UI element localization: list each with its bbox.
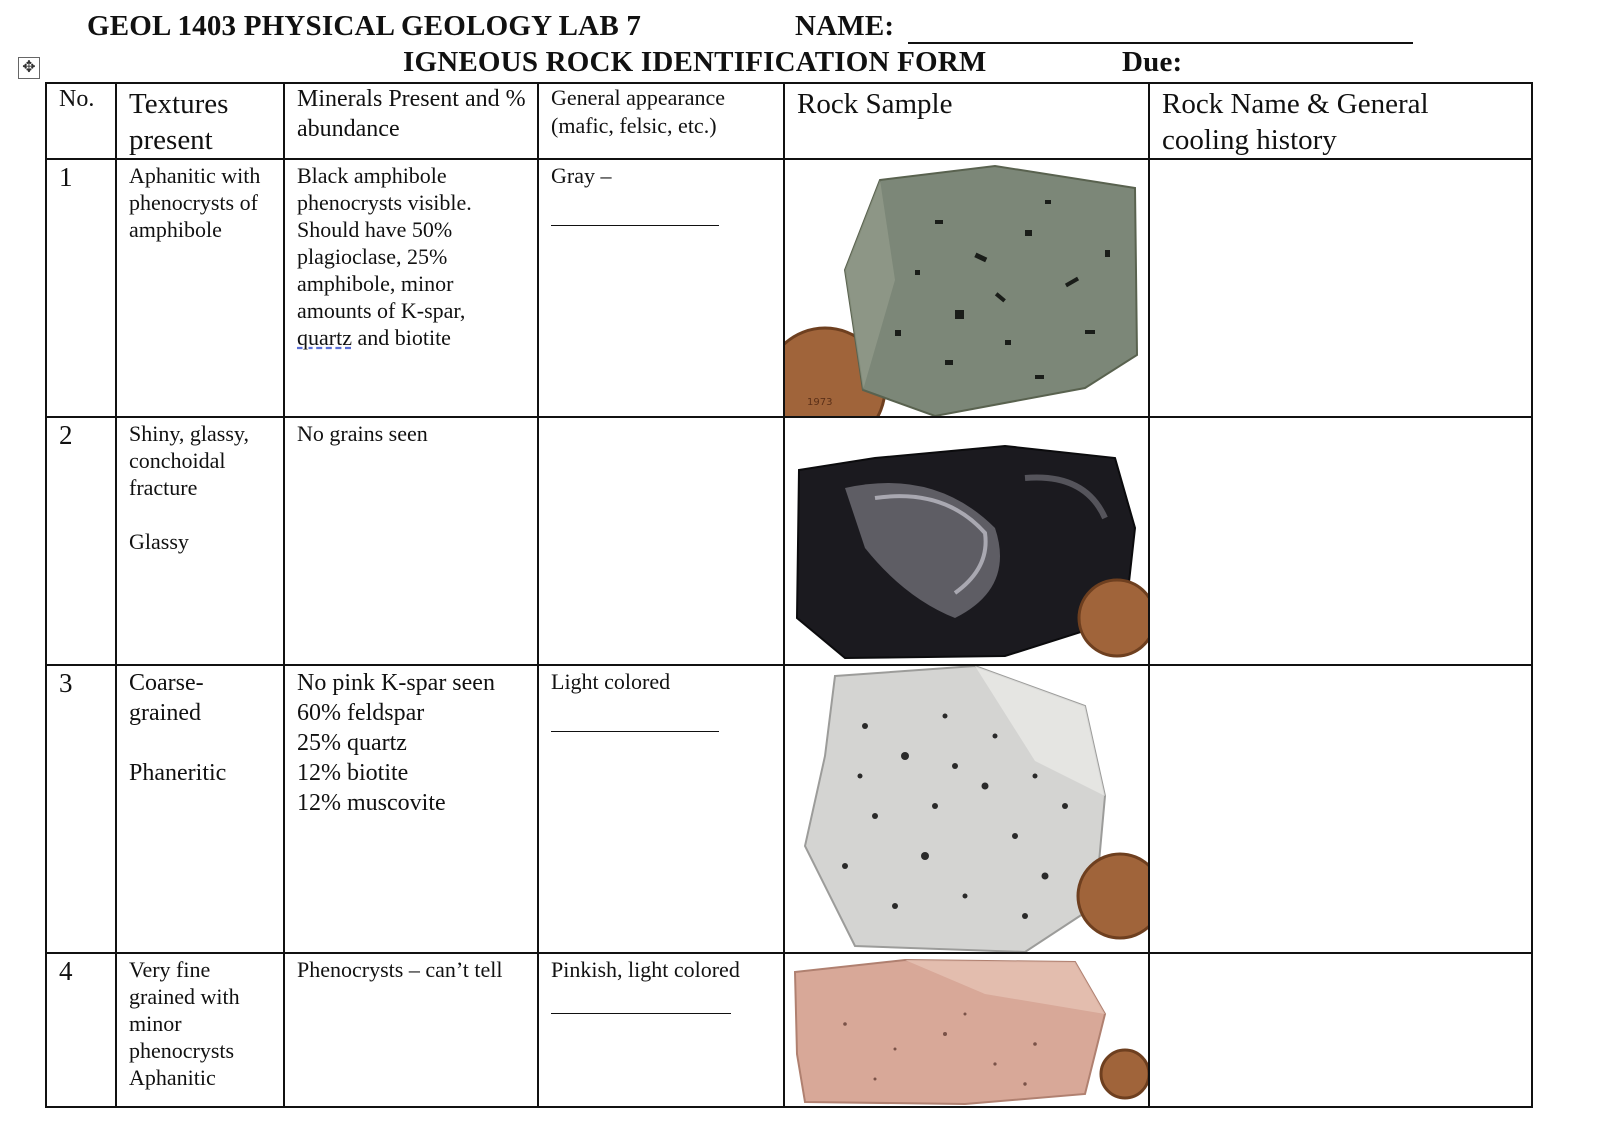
col-header-rock-name: Rock Name & General cooling history	[1149, 83, 1532, 159]
rock-name-cell[interactable]	[1149, 665, 1532, 953]
textures-cell[interactable]: Coarse- grained Phaneritic	[116, 665, 284, 953]
appearance-text: Gray –	[551, 163, 612, 188]
porphyritic-andesite-photo	[785, 160, 1149, 416]
row-number: 3	[46, 665, 116, 953]
appearance-blank-line[interactable]	[551, 225, 719, 226]
minerals-cell[interactable]: No pink K-spar seen 60% feldspar 25% quartz 12% biotite 12% muscovite	[284, 665, 538, 953]
appearance-cell[interactable]	[538, 953, 784, 1107]
header-row	[46, 83, 1532, 159]
move-arrows-icon[interactable]: ✥	[18, 57, 40, 79]
appearance-blank-line[interactable]	[551, 731, 719, 732]
rock-identification-table	[45, 82, 1533, 1108]
table-row	[46, 953, 1532, 1107]
course-title: GEOL 1403 PHYSICAL GEOLOGY LAB 7	[87, 10, 642, 42]
spellcheck-word[interactable]: quartz	[297, 325, 352, 350]
name-blank-line[interactable]	[908, 42, 1413, 44]
table-row	[46, 159, 1532, 417]
appearance-text: Light colored	[551, 669, 671, 694]
textures-cell[interactable]: Shiny, glassy, conchoidal fracture Glassy	[116, 417, 284, 665]
col-header-textures: Textures present	[116, 83, 284, 159]
rock-sample-cell	[784, 665, 1149, 953]
appearance-text: Pinkish, light colored	[551, 957, 740, 982]
row-number: 2	[46, 417, 116, 665]
name-label: NAME:	[795, 10, 895, 42]
textures-cell[interactable]: Aphanitic with phenocrysts of amphibole	[116, 159, 284, 417]
rock-sample-cell	[784, 159, 1149, 417]
textures-cell[interactable]: Very fine grained with minor phenocrysts Aphanitic	[116, 953, 284, 1107]
col-header-no: No.	[46, 83, 116, 159]
appearance-cell[interactable]	[538, 417, 784, 665]
granite-photo	[785, 666, 1149, 952]
form-title: IGNEOUS ROCK IDENTIFICATION FORM	[403, 46, 987, 78]
rock-sample-cell	[784, 417, 1149, 665]
col-header-rock-sample: Rock Sample	[784, 83, 1149, 159]
minerals-cell[interactable]: Phenocrysts – can’t tell	[284, 953, 538, 1107]
due-label: Due:	[1122, 46, 1183, 78]
rhyolite-photo	[785, 954, 1149, 1106]
appearance-cell[interactable]	[538, 665, 784, 953]
row-number: 1	[46, 159, 116, 417]
appearance-cell[interactable]	[538, 159, 784, 417]
rock-name-cell[interactable]	[1149, 953, 1532, 1107]
coin-year: 1973	[807, 397, 833, 408]
col-header-appearance: General appearance (mafic, felsic, etc.)	[538, 83, 784, 159]
minerals-text: Black amphibole phenocrysts visible. Should have 50% plagioclase, 25% amphibole, minor amounts of K-spar,	[297, 163, 472, 323]
table-row	[46, 665, 1532, 953]
rock-sample-cell	[784, 953, 1149, 1107]
table-row	[46, 417, 1532, 665]
col-header-minerals: Minerals Present and % abundance	[284, 83, 538, 159]
appearance-blank-line[interactable]	[551, 1013, 731, 1014]
rock-name-cell[interactable]	[1149, 417, 1532, 665]
obsidian-photo	[785, 418, 1149, 664]
minerals-cell[interactable]: No grains seen	[284, 417, 538, 665]
minerals-text-tail: and biotite	[351, 325, 451, 350]
row-number: 4	[46, 953, 116, 1107]
rock-name-cell[interactable]	[1149, 159, 1532, 417]
minerals-cell[interactable]	[284, 159, 538, 417]
